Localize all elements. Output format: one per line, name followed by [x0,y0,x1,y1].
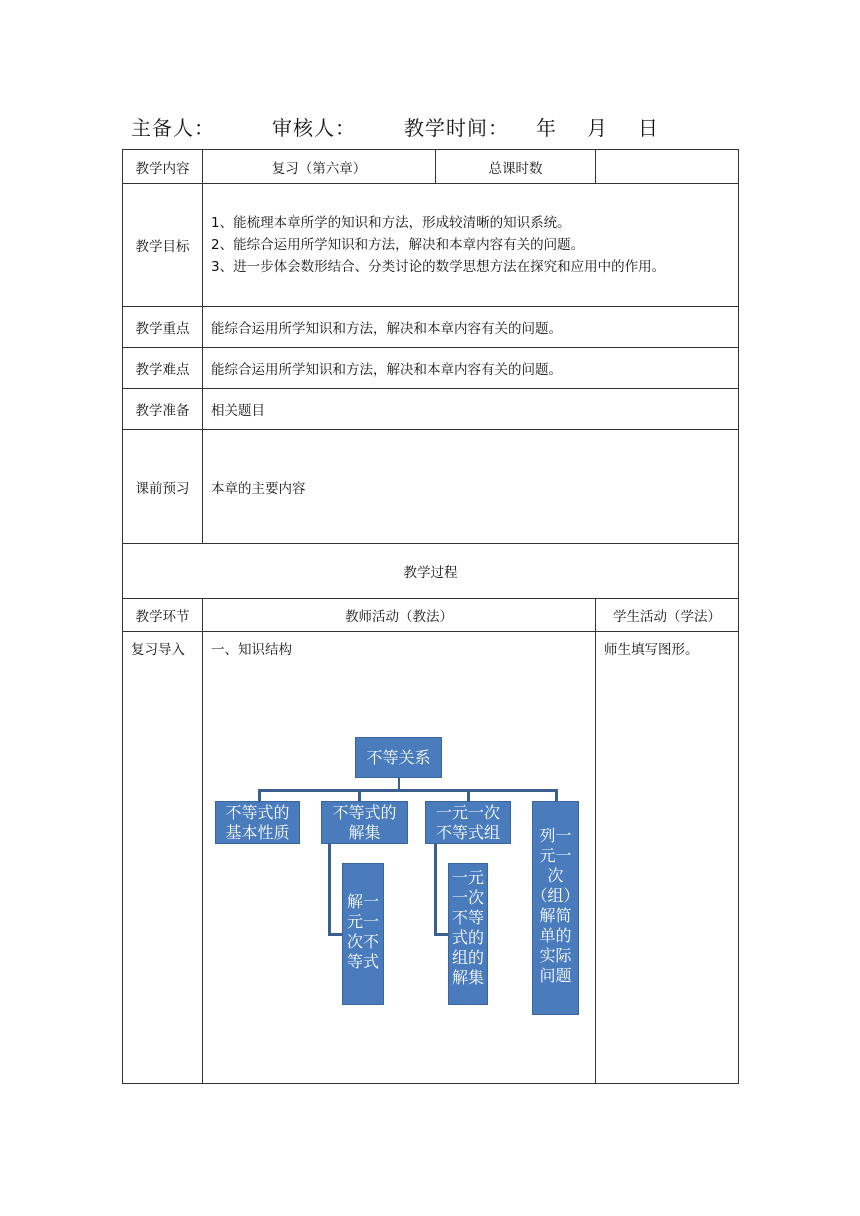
key-label: 教学重点 [123,307,203,348]
teacher-cell [203,632,596,1084]
header-day: 日 [638,116,659,140]
stage-cell [123,632,203,1084]
content-label: 教学内容 [123,150,203,184]
connector-line [358,789,361,801]
content-value: 复习（第六章） [203,150,436,184]
diagram-branch-word-problems: 列一 元一 次 （组） 解简 单的 实际 问题 [532,801,579,1015]
goal-item: 2、能综合运用所学知识和方法，解决和本章内容有关的问题。 [211,237,585,253]
diagram-root-box: 不等关系 [355,737,442,778]
goal-item: 1、能梳理本章所学的知识和方法，形成较清晰的知识系统。 [211,215,571,231]
diagram-child-system-solution: 一元 一次 不等 式的 组的 解集 [448,863,488,1005]
preview-value: 本章的主要内容 [203,430,739,544]
difficulty-label: 教学难点 [123,348,203,389]
total-hours-label: 总课时数 [436,150,596,184]
diagram-branch-basic-properties: 不等式的 基本性质 [215,801,300,844]
prep-label: 教学准备 [123,389,203,430]
diagram-branch-solution-set: 不等式的 解集 [321,801,408,844]
goals-label: 教学目标 [123,184,203,307]
connector-line [328,933,342,936]
teacher-activity-title: 一、知识结构 [211,642,292,658]
goals-list [203,184,739,307]
process-title: 教学过程 [123,544,739,599]
header-reviewer: 审核人： [272,116,356,140]
difficulty-value: 能综合运用所学知识和方法，解决和本章内容有关的问题。 [203,348,739,389]
col-teacher-header: 教师活动（教法） [203,599,596,632]
header-teach-time: 教学时间： [404,116,509,140]
header-preparer: 主备人： [131,116,215,140]
goal-item: 3、进一步体会数形结合、分类讨论的数学思想方法在探究和应用中的作用。 [211,259,666,275]
col-stage-header: 教学环节 [123,599,203,632]
lesson-plan-table [122,149,739,1084]
student-cell [596,632,739,1084]
student-activity-text: 师生填写图形。 [604,642,699,658]
connector-line [555,789,558,801]
preview-label: 课前预习 [123,430,203,544]
diagram-child-solve-inequality: 解一 元一 次不 等式 [342,863,384,1005]
diagram-branch-inequality-system: 一元一次 不等式组 [425,801,511,844]
total-hours-value [596,150,739,184]
connector-line [434,933,448,936]
key-value: 能综合运用所学知识和方法，解决和本章内容有关的问题。 [203,307,739,348]
header-year: 年 [536,116,557,140]
knowledge-structure-diagram [211,658,595,1078]
connector-line [467,789,470,801]
connector-line [258,789,261,801]
connector-line [328,844,331,936]
col-student-header: 学生活动（学法） [596,599,739,632]
stage-label: 复习导入 [131,642,185,658]
prep-value: 相关题目 [203,389,739,430]
connector-line [434,844,437,936]
header-month: 月 [587,116,608,140]
connector-line [258,789,558,792]
